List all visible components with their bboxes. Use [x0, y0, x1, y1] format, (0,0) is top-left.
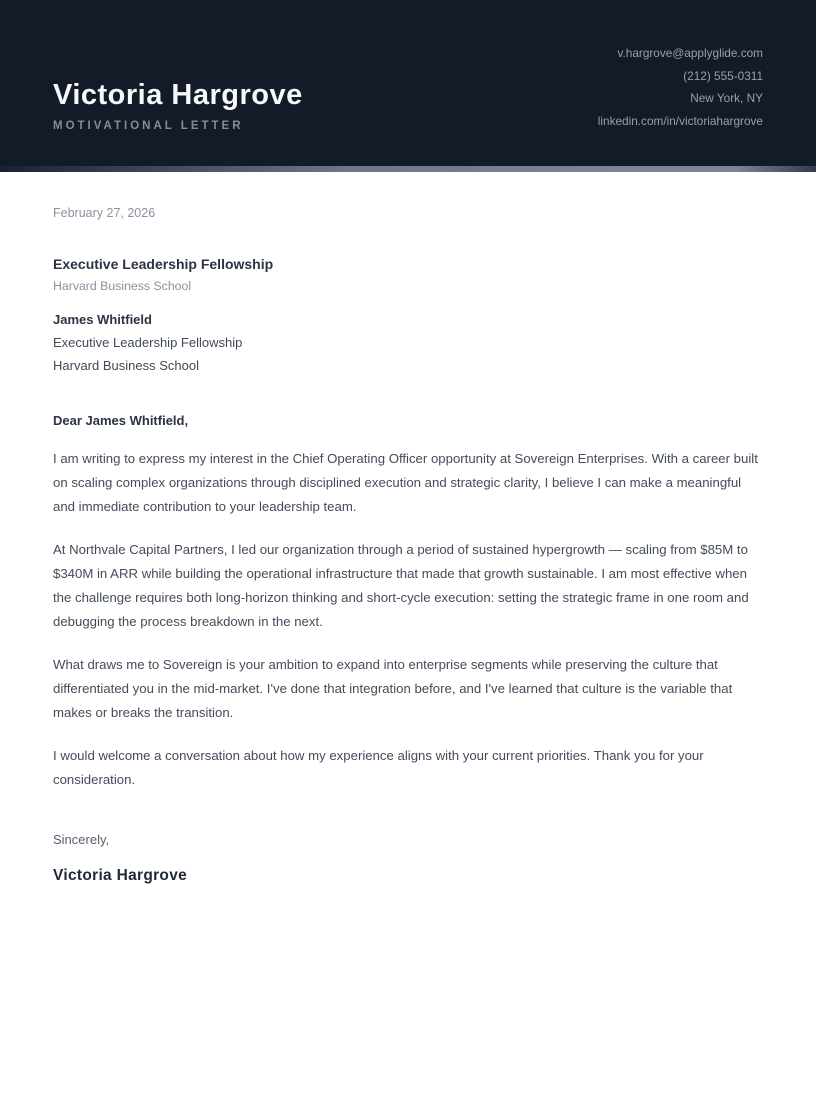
paragraph-experience: At Northvale Capital Partners, I led our organization through a period of sustained hypergrowth — scaling from $85M to $340M in ARR while building the operational infrastructure that made that growth sustainable. I am most effective when the challenge requires both long-horizon thinking and short-cycle execution: setting the strategic frame in one room and debugging the process breakdown in the next. [53, 542, 749, 629]
contact-linkedin: linkedin.com/in/victoriahargrove [597, 113, 763, 128]
position-block [53, 256, 763, 293]
contact-location: New York, NY [690, 91, 763, 106]
sender-name: Victoria Hargrove [53, 78, 303, 111]
recipient-block [53, 308, 763, 377]
paragraph-intro: I am writing to express my interest in the Chief Operating Officer opportunity at Sovereign Enterprises. With a career built on scaling complex organizations through disciplined execution and strategic clarity, I believe I can make a meaningful and immediate contribution to your leadership team. [53, 451, 758, 514]
contact-phone: (212) 555-0311 [683, 68, 763, 83]
sender-identity [53, 79, 303, 132]
position-organization: Harvard Business School [53, 279, 192, 293]
letter-body [0, 172, 816, 885]
recipient-name: James Whitfield [53, 312, 152, 327]
closing: Sincerely, [53, 832, 110, 847]
contact-info [598, 42, 763, 132]
recipient-role: Executive Leadership Fellowship [53, 335, 243, 350]
signature: Victoria Hargrove [53, 867, 188, 884]
paragraph-call-to-action: I would welcome a conversation about how my experience aligns with your current priorities. Thank you for your consideration. [53, 748, 704, 787]
contact-email: v.hargrove@applyglide.com [617, 46, 763, 61]
salutation: Dear James Whitfield, [53, 413, 189, 428]
paragraph-motivation: What draws me to Sovereign is your ambition to expand into enterprise segments while preserving the culture that differentiated you in the mid-market. I've done that integration before, and I've learned that culture is the variable that makes or breaks the transition. [53, 657, 733, 720]
letter-date: February 27, 2026 [53, 206, 156, 220]
document-type-label: MOTIVATIONAL LETTER [53, 120, 244, 132]
position-title: Executive Leadership Fellowship [53, 256, 274, 272]
recipient-organization: Harvard Business School [53, 358, 199, 373]
letter-header [0, 0, 816, 166]
